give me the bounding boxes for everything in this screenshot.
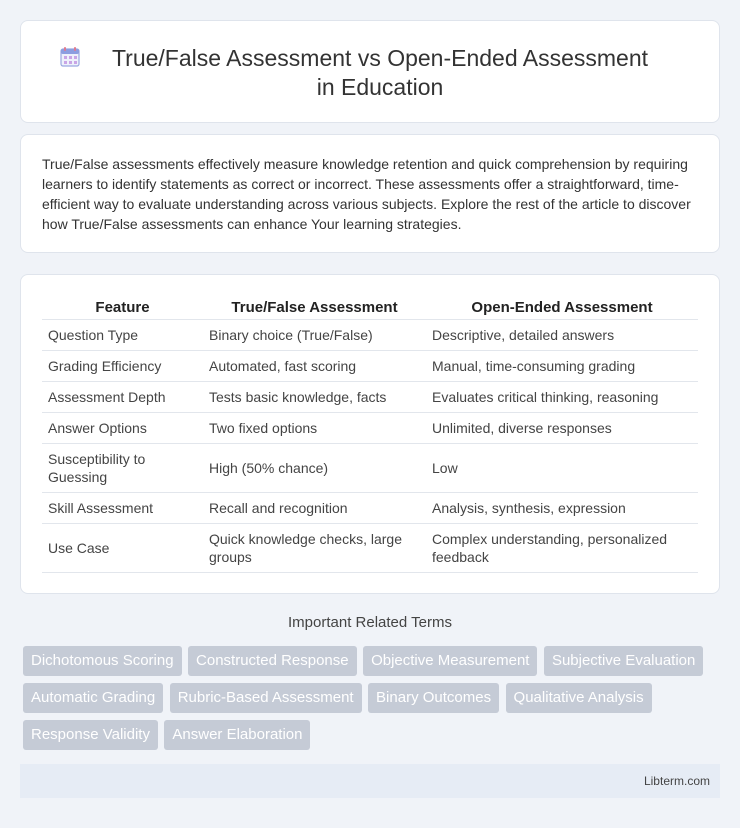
table-cell-open-ended: Manual, time-consuming grading xyxy=(426,350,698,381)
table-row xyxy=(42,523,698,572)
related-term-tag[interactable]: Binary Outcomes xyxy=(368,683,499,713)
table-row xyxy=(42,492,698,523)
page-title: True/False Assessment vs Open-Ended Assessment in Education xyxy=(111,45,649,100)
table-cell-open-ended: Evaluates critical thinking, reasoning xyxy=(426,381,698,412)
table-cell-feature: Skill Assessment xyxy=(42,492,203,523)
related-term-tag[interactable]: Automatic Grading xyxy=(23,683,163,713)
table-cell-true-false: Tests basic knowledge, facts xyxy=(203,381,426,412)
table-cell-feature: Susceptibility to Guessing xyxy=(42,443,203,492)
related-terms-list xyxy=(23,646,713,757)
table-cell-feature: Grading Efficiency xyxy=(42,350,203,381)
table-cell-feature: Question Type xyxy=(42,319,203,350)
table-cell-open-ended: Complex understanding, personalized feedback xyxy=(426,523,698,572)
table-cell-feature: Assessment Depth xyxy=(42,381,203,412)
footer xyxy=(20,764,720,798)
table-cell-true-false: Binary choice (True/False) xyxy=(203,319,426,350)
related-term-tag[interactable]: Constructed Response xyxy=(188,646,357,676)
table-cell-open-ended: Descriptive, detailed answers xyxy=(426,319,698,350)
table-cell-open-ended: Analysis, synthesis, expression xyxy=(426,492,698,523)
table-header-row xyxy=(42,297,698,319)
table-cell-feature: Answer Options xyxy=(42,412,203,443)
table-row xyxy=(42,319,698,350)
comparison-card xyxy=(20,274,720,594)
related-terms-title: Important Related Terms xyxy=(288,614,452,631)
related-term-tag[interactable]: Subjective Evaluation xyxy=(544,646,703,676)
table-row xyxy=(42,381,698,412)
table-cell-open-ended: Unlimited, diverse responses xyxy=(426,412,698,443)
related-term-tag[interactable]: Answer Elaboration xyxy=(164,720,310,750)
related-term-tag[interactable]: Response Validity xyxy=(23,720,158,750)
table-row xyxy=(42,412,698,443)
table-cell-open-ended: Low xyxy=(426,443,698,492)
column-header-true-false: True/False Assessment xyxy=(203,297,426,319)
table-cell-true-false: Automated, fast scoring xyxy=(203,350,426,381)
table-cell-true-false: Recall and recognition xyxy=(203,492,426,523)
title-card xyxy=(20,20,720,123)
column-header-open-ended: Open-Ended Assessment xyxy=(426,297,698,319)
related-term-tag[interactable]: Qualitative Analysis xyxy=(506,683,652,713)
intro-card xyxy=(20,134,720,253)
table-cell-true-false: Two fixed options xyxy=(203,412,426,443)
comparison-table xyxy=(42,297,698,573)
table-cell-true-false: High (50% chance) xyxy=(203,443,426,492)
table-cell-true-false: Quick knowledge checks, large groups xyxy=(203,523,426,572)
related-term-tag[interactable]: Dichotomous Scoring xyxy=(23,646,182,676)
intro-paragraph: True/False assessments effectively measure knowledge retention and quick comprehension by requiring learners to identify statements as correct or incorrect. These assessments offer a straightforward, time-efficient way to evaluate understanding across various subjects. Explore the rest of the article to discover how True/False assessments can enhance Your learning strategies. xyxy=(42,156,691,232)
table-row xyxy=(42,350,698,381)
table-cell-feature: Use Case xyxy=(42,523,203,572)
column-header-feature: Feature xyxy=(42,297,203,319)
table-row xyxy=(42,443,698,492)
footer-brand[interactable]: Libterm.com xyxy=(643,774,710,788)
related-term-tag[interactable]: Objective Measurement xyxy=(363,646,537,676)
related-term-tag[interactable]: Rubric-Based Assessment xyxy=(170,683,362,713)
